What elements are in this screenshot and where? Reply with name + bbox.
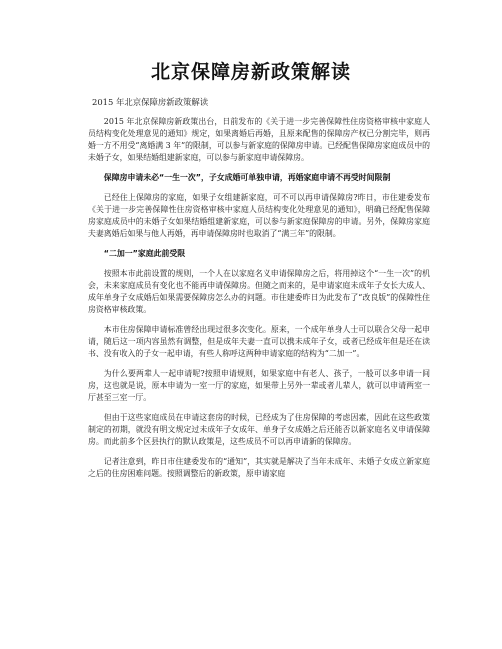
document-body — [88, 96, 430, 488]
document-subtitle: 2015 年北京保障房新政策解读 — [92, 97, 209, 107]
paragraph: 已经住上保障房的家庭，如果子女组建新家庭，可不可以再申请保障房?昨日，市住建委发布《关于进一步完善保障性住房资格审核中家庭人员结构变化处理意见的通知》，明确已经配售保障房家庭成员中的未婚子女如果结婚组建新家庭，可以参与新家庭保障房的申请。另外，保障房家庭夫妻离婚后如果与他人再婚，再申请保障房时也取消了“满三年”的限制。 — [88, 193, 430, 238]
paragraph: 为什么要两辈人一起申请呢?按照申请规则，如果家庭中有老人、孩子，一般可以多申请一间房，这也就是说，原本申请为一室一厅的家庭，如果带上另外一辈或者儿辈人，就可以申请两室一厅甚至三室一厅。 — [88, 369, 430, 402]
paragraph: 2015 年北京保障房新政策出台，日前发布的《关于进一步完善保障性住房资格审核中家庭人员结构变化处理意见的通知》规定，如果离婚后再婚，且原来配售的保障房产权已分割完毕，则再婚一方不用受“离婚满 3 年”的限制，可以参与新家庭的保障房申请。已经配售保障房家庭成员中的未婚子女，如果结婚组建新家庭，可以参与新家庭申请保障房。 — [88, 117, 430, 162]
paragraph: 按照本市此前设置的规则，一个人在以家庭名义申请保障房之后，将用掉这个“一生一次”的机会，未来家庭成员有变化也不能再申请保障房。但随之而来的，是申请家庭未成年子女长大成人、成年单身子女成婚后如果需要保障房怎么办的问题。市住建委昨日为此发布了“改良版”的保障性住房资格审核政策。 — [88, 269, 430, 314]
paragraph: 但由于这些家庭成员在申请这套房的时候，已经成为了住房保障的考虑因素，因此在这些政策制定的初期，就没有明文规定过未成年子女成年、单身子女成婚之后还能否以新家庭名义申请保障房。而此前多个区县执行的默认政策是，这些成员不可以再申请新的保障房。 — [88, 413, 430, 446]
section-heading: 保障房申请未必“一生一次”，子女成婚可单独申请，再婚家庭申请不再受时间限制 — [103, 173, 391, 182]
document-title: 北京保障房新政策解读 — [150, 61, 351, 83]
paragraph: 本市住房保障申请标准曾经出现过很多次变化。原来，一个成年单身人士可以联合父母一起申请，随后这一项内容虽然有调整，但是成年夫妻一直可以携未成年子女，或者已经成年但是还在读书、没有收入的子女一起申请，有些人称呼这两种申请家庭的结构为“二加一”。 — [88, 325, 430, 358]
section-heading: “二加一”家庭此前受限 — [103, 249, 186, 258]
paragraph: 记者注意到，昨日市住建委发布的“通知”，其实就是解决了当年未成年、未婚子女成立新家庭之后的住房困难问题。按照调整后的新政策，原申请家庭 — [88, 457, 430, 478]
